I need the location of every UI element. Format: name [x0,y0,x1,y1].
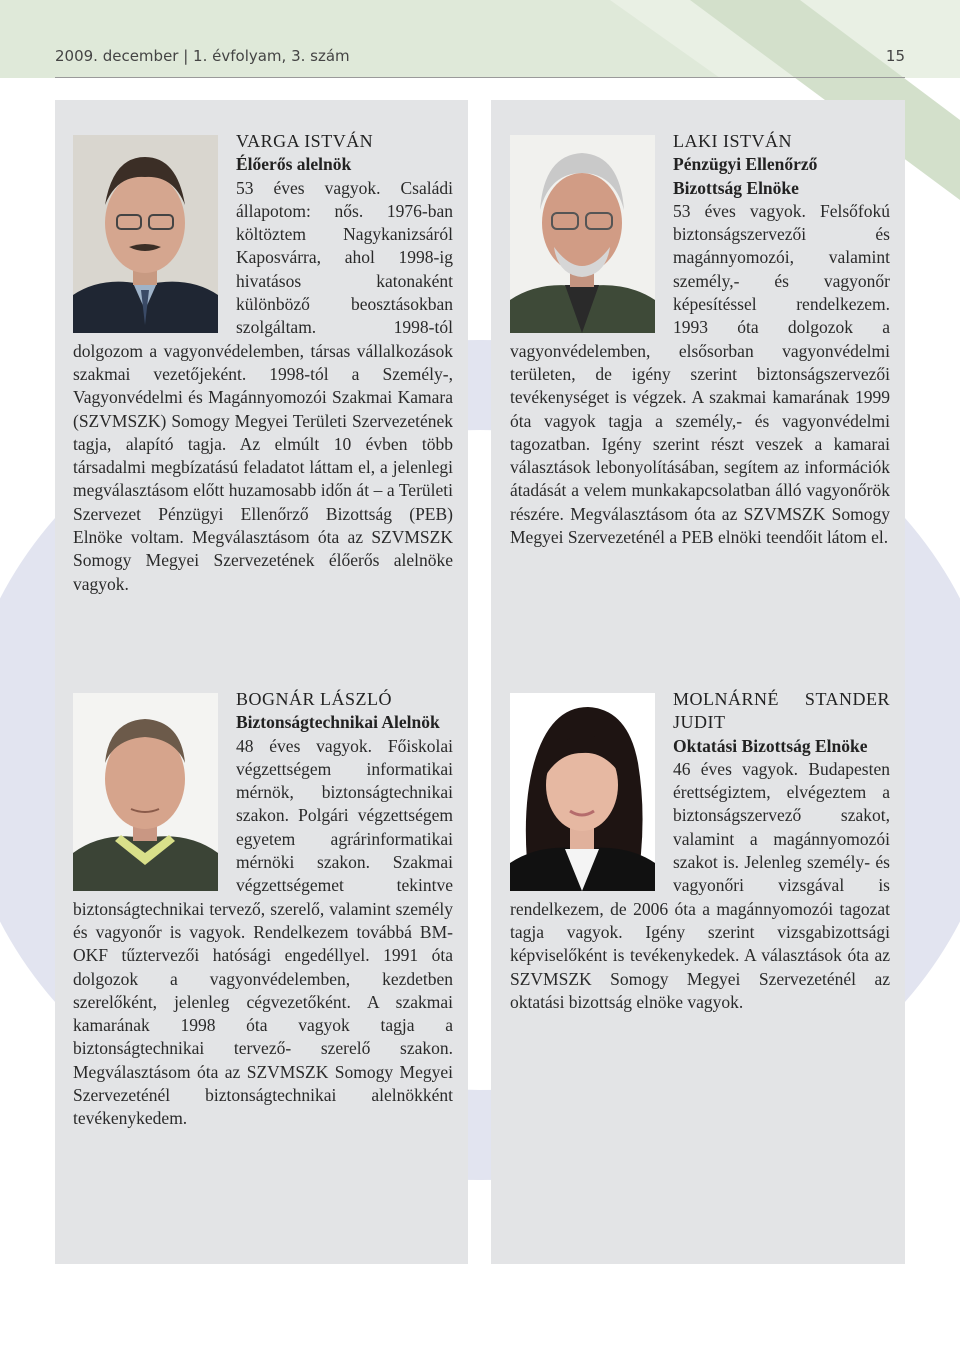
person-name: LAKI ISTVÁN [673,131,792,151]
portrait-photo [510,135,655,333]
person-bio: 46 éves vagyok. Budapesten érettségiztem, elvégeztem a biztonságszervező szakot, valamint a magánnyomozói szakot is. Jelenleg személy- és vagyonőri vizsgával is rendelkezem, de 2006 óta a magánnyomozói tagozat tagja vagyok. Igény szerint vizsgabizottsági képviselőként is tevékenykedek. A választások óta az SZVMSZK Somogy Megyei Szervezeténél az oktatási bizottság elnöke vagyok. [510,758,890,1012]
person-bio: 48 éves vagyok. Főiskolai végzettségem informatikai mérnök, biztonságtechnikai szakon. Polgári végzettségem egyetem agrárinformatikai mérnöki szakon. Szakmai végzettségemet tekintve biztonságtechnikai tervező, szerelő, valamint személy és vagyonőr is vagyok. Rendelkezem továbbá BM-OKF tűztervezői hatósági engedéllyel. 1991 óta dolgozok a vagyonvédelemben, kezdetben szerelőként, jelenleg cégvezetőként. A szakmai kamarának 1998 óta vagyok tagja a biztonságtechnikai tervező- szerelő szakon. Megválasztásom óta az SZVMSZK Somogy Megyei Szervezeténél biztonságtechnikai alelnökként tevékenykedem. [73,735,453,1129]
profile-bognar-laszlo [73,688,453,1131]
portrait-photo [73,135,218,333]
person-role: Pénzügyi Ellenőrző Bizottság Elnöke [673,154,818,198]
header-divider [55,77,905,78]
page-number: 15 [885,47,905,65]
issue-info: 2009. december | 1. évfolyam, 3. szám [55,47,350,65]
person-name: BOGNÁR LÁSZLÓ [236,689,393,709]
profile-molnarne-stander-judit [510,688,890,1014]
page-header [0,0,960,78]
profile-laki-istvan [510,130,890,549]
person-role: Biztonságtechnikai Alelnök [236,712,440,733]
person-role: Oktatási Bizottság Elnöke [673,735,868,756]
portrait-photo [510,693,655,891]
person-role: Élőerős alelnök [236,154,352,175]
person-name: MOLNÁRNÉ STANDER JUDIT [673,689,890,733]
person-name: VARGA ISTVÁN [236,131,374,151]
person-bio: 53 éves vagyok. Családi állapotom: nős. 1976-ban költöztem Nagykanizsáról Kaposvárra, ahol 1998-ig hivatásos katonaként különböző beosztásokban szolgáltam. 1998-tól dolgozom a vagyonvédelemben, társas vállalkozások szakmai vezetőjeként. 1998-tól a Személy-, Vagyonvédelmi és Magánnyomozói Szakmai Kamara (SZVMSZK) Somogy Megyei Területi Szervezetének tagja, alapító tagja. Az elmúlt 10 évben több társadalmi megbízatású feladatot láttam el, a jelenlegi megválasztásom előtt huzamosabb időn át – a Területi Szervezet Pénzügyi Ellenőrző Bizottság (PEB) Elnöke voltam. Megválasztásom óta az SZVMSZK Somogy Megyei Szervezetének élőerős alelnöke vagyok. [73,177,453,594]
person-bio: 53 éves vagyok. Felsőfokú biztonságszervezői és magánnyomozói, valamint személy,- és vagyonőr képesítéssel rendelkezem. 1993 óta dolgozok a vagyonvédelemben, elsősorban vagyonvédelmi területen, de igény szerint biztonságszervezői tevékenységet is végzek. A szakmai kamarának 1999 óta vagyok tagja a személy,- és vagyonvédelmi tagozatban. Igény szerint részt veszek a kamarai választások lebonyolításában, segítem az információk átadását a velem munkakapcsolatban álló vagyonőrök részére. Megválasztásom óta az SZVMSZK Somogy Megyei Szervezeténél a PEB elnöki teendőit látom el. [510,200,890,548]
profile-varga-istvan [73,130,453,596]
portrait-photo [73,693,218,891]
